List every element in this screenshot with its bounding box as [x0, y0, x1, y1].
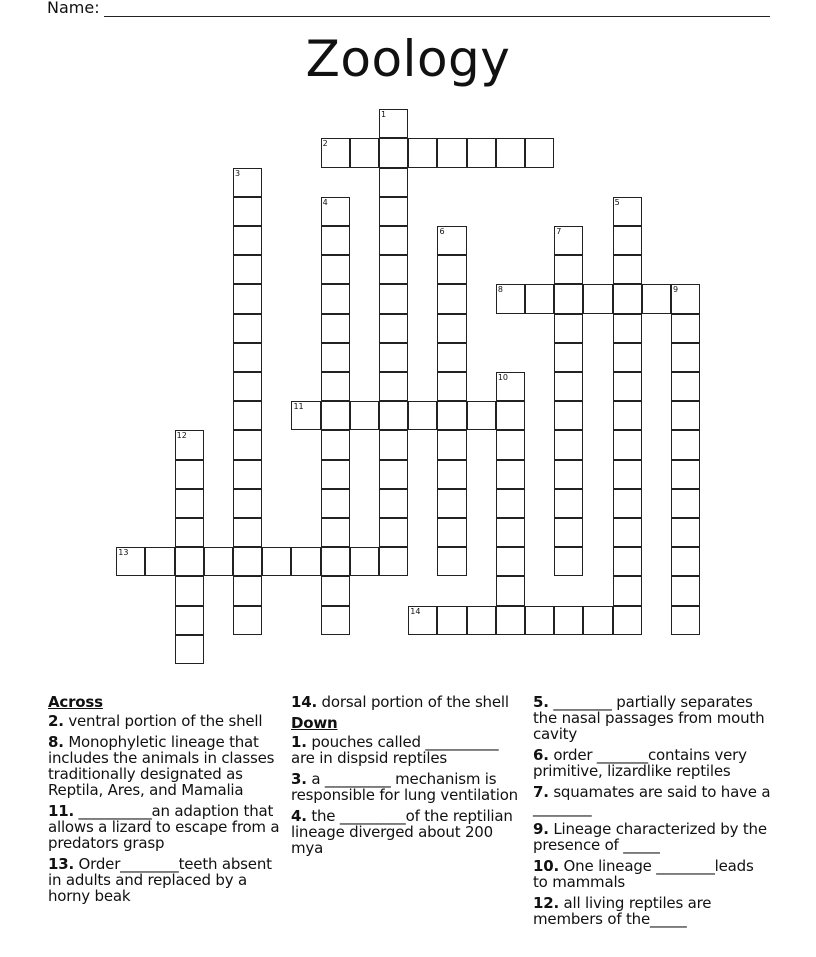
crossword-cell[interactable] [496, 606, 525, 635]
crossword-cell[interactable] [437, 138, 466, 167]
clue-number: 8. [48, 733, 64, 751]
clue-text: order _______contains very primitive, lizardlike reptiles [533, 746, 747, 780]
crossword-cell[interactable] [554, 343, 583, 372]
crossword-cell[interactable] [379, 460, 408, 489]
crossword-cell[interactable] [233, 284, 262, 313]
crossword-cell[interactable] [583, 284, 612, 313]
crossword-cell[interactable] [175, 430, 204, 459]
crossword-cell[interactable] [321, 138, 350, 167]
crossword-cell[interactable] [467, 138, 496, 167]
clue-across-14 [291, 694, 523, 710]
crossword-cell[interactable] [350, 547, 379, 576]
crossword-cell[interactable] [613, 343, 642, 372]
crossword-cell[interactable] [496, 576, 525, 605]
clue-number-label: 7 [556, 227, 562, 237]
crossword-cell[interactable] [671, 606, 700, 635]
crossword-cell[interactable] [496, 547, 525, 576]
crossword-cell[interactable] [671, 314, 700, 343]
clue-down-7 [533, 784, 771, 816]
crossword-cell[interactable] [554, 460, 583, 489]
crossword-cell[interactable] [554, 547, 583, 576]
crossword-cell[interactable] [321, 547, 350, 576]
crossword-cell[interactable] [437, 314, 466, 343]
name-field[interactable] [47, 0, 770, 17]
crossword-cell[interactable] [437, 460, 466, 489]
crossword-cell[interactable] [321, 401, 350, 430]
crossword-cell[interactable] [233, 314, 262, 343]
clue-text: squamates are said to have a ________ [533, 783, 771, 817]
crossword-cell[interactable] [321, 460, 350, 489]
crossword-cell[interactable] [408, 401, 437, 430]
clue-number-label: 8 [497, 285, 503, 295]
clue-number: 6. [533, 746, 549, 764]
crossword-cell[interactable] [233, 197, 262, 226]
crossword-cell[interactable] [613, 460, 642, 489]
crossword-cell[interactable] [175, 518, 204, 547]
crossword-cell[interactable] [671, 372, 700, 401]
clue-number-label: 9 [673, 285, 679, 295]
crossword-cell[interactable] [671, 343, 700, 372]
clue-text: pouches called __________ are in dispsid reptiles [291, 733, 499, 767]
clue-text: ventral portion of the shell [63, 712, 263, 730]
crossword-cell[interactable] [233, 576, 262, 605]
crossword-cell[interactable] [554, 401, 583, 430]
clue-across-11 [48, 803, 286, 851]
crossword-cell[interactable] [233, 518, 262, 547]
clue-number-label: 1 [381, 110, 387, 120]
crossword-cell[interactable] [175, 606, 204, 635]
clue-number: 1. [291, 733, 307, 751]
crossword-cell[interactable] [437, 606, 466, 635]
crossword-cell[interactable] [233, 343, 262, 372]
crossword-cell[interactable] [496, 284, 525, 313]
crossword-cell[interactable] [525, 284, 554, 313]
clue-text: Monophyletic lineage that includes the animals in classes traditionally designated as Reptila, Ares, and Mamalia [48, 733, 275, 799]
crossword-cell[interactable] [671, 284, 700, 313]
crossword-cell[interactable] [379, 255, 408, 284]
crossword-cell[interactable] [321, 343, 350, 372]
clue-down-6 [533, 747, 771, 779]
crossword-cell[interactable] [350, 401, 379, 430]
crossword-cell[interactable] [554, 430, 583, 459]
crossword-cell[interactable] [379, 372, 408, 401]
crossword-cell[interactable] [175, 547, 204, 576]
clue-text: a _________ mechanism is responsible for lung ventilation [291, 770, 518, 804]
crossword-cell[interactable] [408, 606, 437, 635]
crossword-cell[interactable] [233, 430, 262, 459]
crossword-cell[interactable] [525, 606, 554, 635]
clue-down-1 [291, 734, 523, 766]
crossword-cell[interactable] [437, 343, 466, 372]
clue-number: 10. [533, 857, 559, 875]
crossword-cell[interactable] [379, 109, 408, 138]
crossword-cell[interactable] [613, 284, 642, 313]
crossword-cell[interactable] [379, 226, 408, 255]
clue-number: 2. [48, 712, 64, 730]
crossword-cell[interactable] [613, 430, 642, 459]
clue-across-8 [48, 734, 286, 798]
page-title: Zoology [305, 30, 511, 88]
crossword-cell[interactable] [321, 284, 350, 313]
clue-number-label: 6 [439, 227, 445, 237]
crossword-cell[interactable] [671, 401, 700, 430]
crossword-cell[interactable] [496, 518, 525, 547]
clue-down-10 [533, 858, 771, 890]
crossword-cell[interactable] [437, 255, 466, 284]
crossword-cell[interactable] [145, 547, 174, 576]
clue-text: dorsal portion of the shell [316, 693, 509, 711]
clues-column-3 [533, 694, 771, 932]
crossword-cell[interactable] [233, 168, 262, 197]
crossword-cell[interactable] [583, 606, 612, 635]
clue-number-label: 12 [176, 431, 187, 441]
crossword-cell[interactable] [321, 430, 350, 459]
crossword-cell[interactable] [321, 226, 350, 255]
crossword-cell[interactable] [613, 314, 642, 343]
crossword-cell[interactable] [467, 401, 496, 430]
clues-column-2 [291, 694, 523, 861]
clue-number: 5. [533, 693, 549, 711]
clue-number: 9. [533, 820, 549, 838]
crossword-cell[interactable] [379, 489, 408, 518]
crossword-cell[interactable] [437, 489, 466, 518]
crossword-cell[interactable] [437, 547, 466, 576]
clue-number: 7. [533, 783, 549, 801]
across-heading: Across [48, 693, 103, 711]
crossword-cell[interactable] [321, 197, 350, 226]
crossword-cell[interactable] [379, 284, 408, 313]
crossword-cell[interactable] [642, 284, 671, 313]
crossword-cell[interactable] [321, 606, 350, 635]
crossword-cell[interactable] [496, 460, 525, 489]
clues-column-1 [48, 694, 286, 909]
crossword-cell[interactable] [437, 430, 466, 459]
crossword-cell[interactable] [321, 489, 350, 518]
crossword-cell[interactable] [437, 518, 466, 547]
clue-text: ________ partially separates the nasal passages from mouth cavity [533, 693, 765, 743]
down-heading: Down [291, 714, 338, 732]
crossword-cell[interactable] [554, 255, 583, 284]
crossword-cell[interactable] [379, 343, 408, 372]
crossword-cell[interactable] [175, 576, 204, 605]
crossword-cell[interactable] [233, 489, 262, 518]
crossword-cell[interactable] [233, 606, 262, 635]
crossword-cell[interactable] [233, 460, 262, 489]
crossword-cell[interactable] [175, 489, 204, 518]
crossword-cell[interactable] [116, 547, 145, 576]
clue-number: 3. [291, 770, 307, 788]
clue-across-13 [48, 856, 286, 904]
crossword-cell[interactable] [671, 430, 700, 459]
crossword-cell[interactable] [321, 255, 350, 284]
crossword-cell[interactable] [554, 489, 583, 518]
crossword-cell[interactable] [554, 372, 583, 401]
crossword-cell[interactable] [613, 518, 642, 547]
clue-down-9 [533, 821, 771, 853]
crossword-cell[interactable] [233, 255, 262, 284]
crossword-cell[interactable] [408, 138, 437, 167]
crossword-cell[interactable] [437, 401, 466, 430]
crossword-cell[interactable] [262, 547, 291, 576]
clue-number: 11. [48, 802, 74, 820]
crossword-cell[interactable] [379, 430, 408, 459]
crossword-cell[interactable] [671, 576, 700, 605]
crossword-cell[interactable] [554, 314, 583, 343]
crossword-cell[interactable] [350, 138, 379, 167]
crossword-cell[interactable] [291, 401, 320, 430]
crossword-cell[interactable] [671, 489, 700, 518]
clue-number: 4. [291, 807, 307, 825]
name-label: Name: [47, 0, 100, 17]
crossword-cell[interactable] [379, 168, 408, 197]
crossword-cell[interactable] [613, 547, 642, 576]
crossword-cell[interactable] [437, 284, 466, 313]
crossword-cell[interactable] [321, 518, 350, 547]
crossword-cell[interactable] [496, 372, 525, 401]
crossword-cell[interactable] [233, 401, 262, 430]
crossword-cell[interactable] [321, 314, 350, 343]
clue-number-label: 2 [322, 139, 328, 149]
clue-number-label: 5 [614, 197, 620, 207]
crossword-cell[interactable] [554, 606, 583, 635]
clue-down-3 [291, 771, 523, 803]
clue-text: the _________of the reptilian lineage diverged about 200 mya [291, 807, 513, 857]
crossword-cell[interactable] [554, 518, 583, 547]
clue-number-label: 10 [497, 373, 509, 383]
crossword-cell[interactable] [613, 401, 642, 430]
crossword-cell[interactable] [233, 226, 262, 255]
crossword-cell[interactable] [175, 635, 204, 664]
crossword-cell[interactable] [233, 372, 262, 401]
clue-down-12 [533, 895, 771, 927]
clue-text: One lineage ________leads to mammals [533, 857, 754, 891]
crossword-cell[interactable] [379, 197, 408, 226]
crossword-cell[interactable] [379, 401, 408, 430]
crossword-cell[interactable] [204, 547, 233, 576]
crossword-cell[interactable] [613, 576, 642, 605]
crossword-cell[interactable] [467, 606, 496, 635]
clue-number-label: 3 [235, 168, 241, 178]
clue-across-2 [48, 713, 286, 729]
crossword-cell[interactable] [291, 547, 320, 576]
clue-number-label: 11 [293, 402, 304, 412]
clue-number-label: 14 [410, 606, 421, 616]
clue-number-label: 13 [118, 548, 129, 558]
clue-down-4 [291, 808, 523, 856]
crossword-cell[interactable] [613, 226, 642, 255]
name-line[interactable] [104, 1, 770, 17]
crossword-cell[interactable] [496, 401, 525, 430]
clue-number: 12. [533, 894, 559, 912]
crossword-cell[interactable] [437, 372, 466, 401]
crossword-cell[interactable] [175, 460, 204, 489]
crossword-cell[interactable] [613, 372, 642, 401]
crossword-cell[interactable] [613, 255, 642, 284]
crossword-cell[interactable] [496, 430, 525, 459]
crossword-cell[interactable] [671, 518, 700, 547]
crossword-cell[interactable] [671, 460, 700, 489]
clue-text: __________an adaption that allows a lizard to escape from a predators grasp [48, 802, 280, 852]
crossword-cell[interactable] [554, 226, 583, 255]
crossword-cell[interactable] [613, 606, 642, 635]
crossword-cell[interactable] [233, 547, 262, 576]
crossword-cell[interactable] [613, 197, 642, 226]
crossword-cell[interactable] [496, 138, 525, 167]
crossword-cell[interactable] [496, 489, 525, 518]
crossword-cell[interactable] [379, 518, 408, 547]
clue-number: 13. [48, 855, 74, 873]
crossword-cell[interactable] [379, 138, 408, 167]
crossword-cell[interactable] [525, 138, 554, 167]
crossword-cell[interactable] [379, 547, 408, 576]
clue-text: Lineage characterized by the presence of _____ [533, 820, 767, 854]
crossword-cell[interactable] [554, 284, 583, 313]
crossword-cell[interactable] [321, 576, 350, 605]
clue-text: Order________teeth absent in adults and replaced by a horny beak [48, 855, 272, 905]
clue-number-label: 4 [322, 197, 328, 207]
crossword-cell[interactable] [321, 372, 350, 401]
crossword-cell[interactable] [379, 314, 408, 343]
clue-down-5 [533, 694, 771, 742]
crossword-cell[interactable] [613, 489, 642, 518]
clue-number: 14. [291, 693, 317, 711]
crossword-cell[interactable] [671, 547, 700, 576]
clue-text: all living reptiles are members of the_____ [533, 894, 712, 928]
crossword-cell[interactable] [437, 226, 466, 255]
